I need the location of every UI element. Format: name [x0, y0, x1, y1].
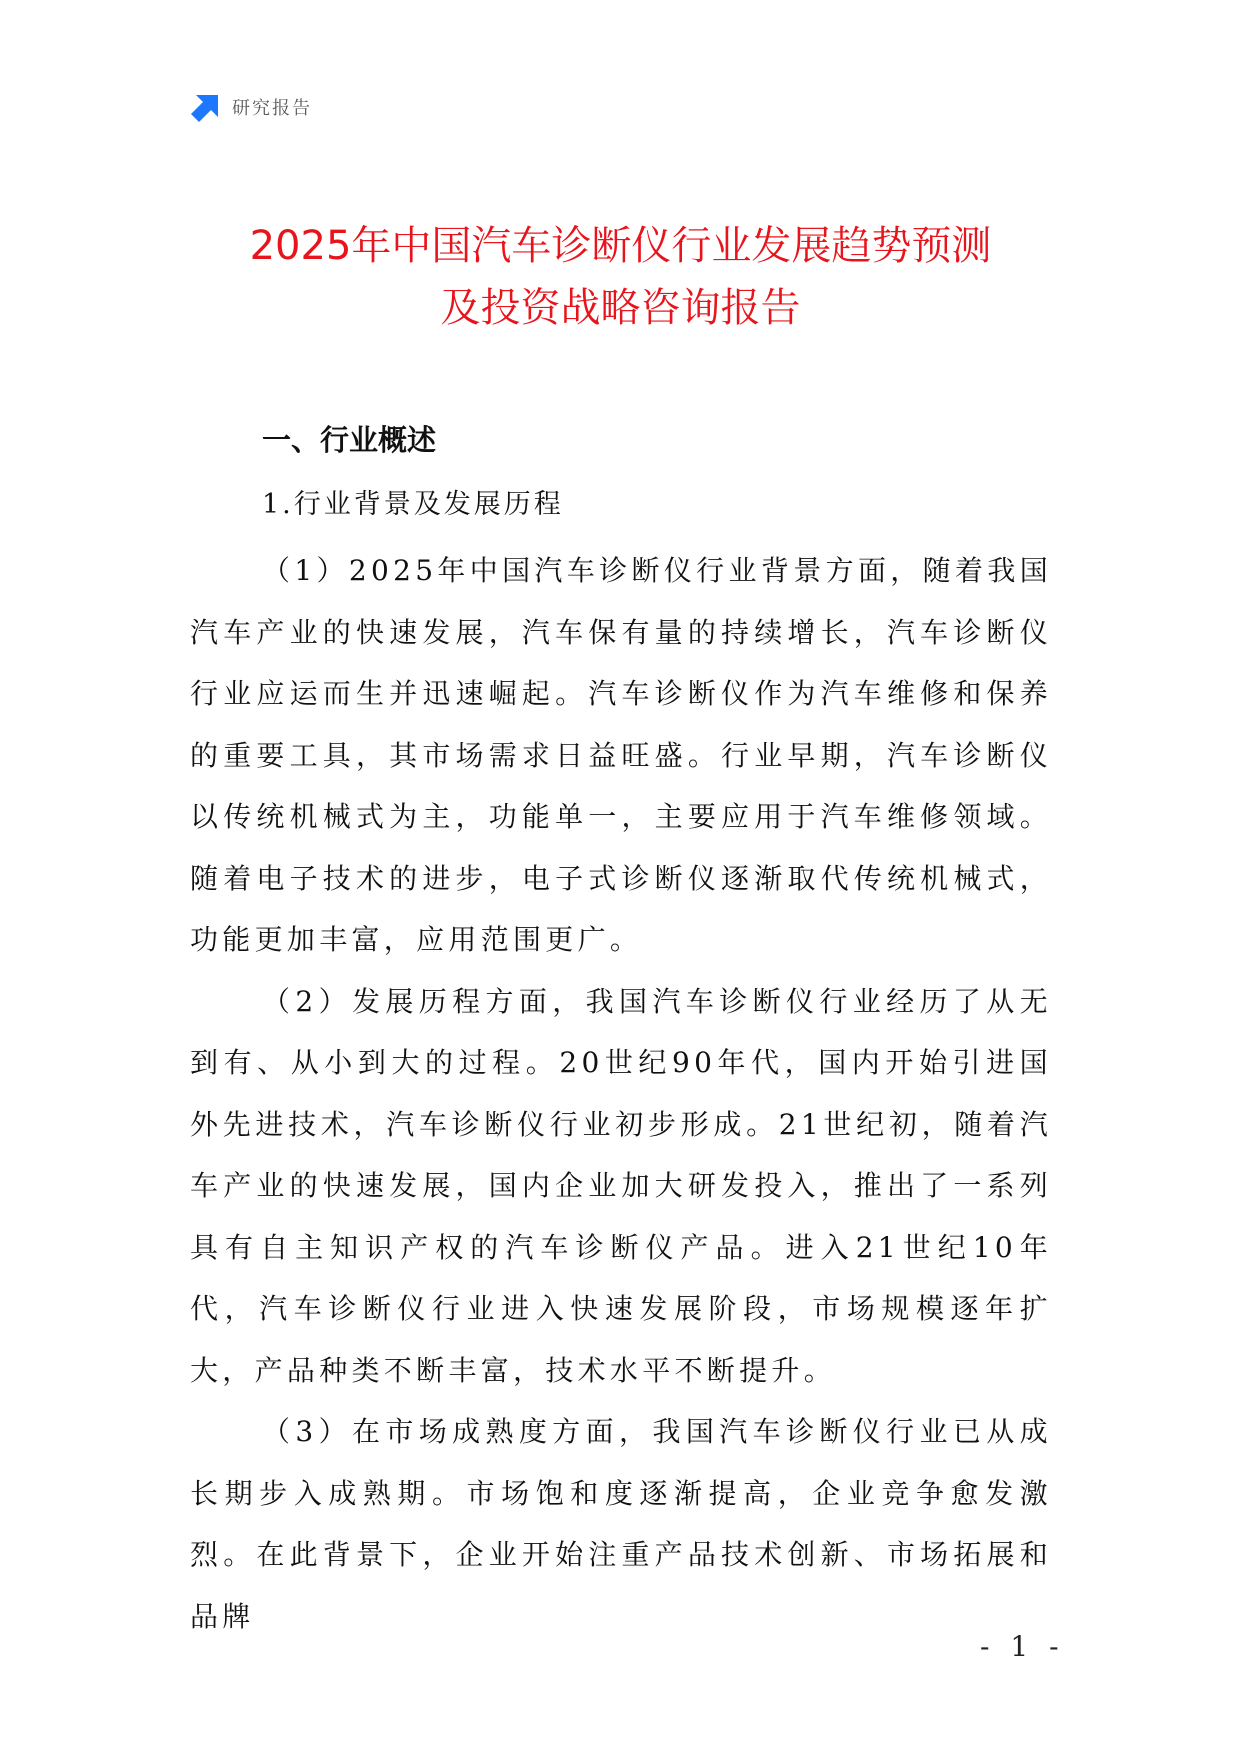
body-text [190, 540, 1052, 1647]
report-title [100, 215, 1141, 339]
report-header [190, 90, 312, 124]
page-number: - 1 - [980, 1630, 1065, 1663]
arrow-up-right-icon [190, 91, 222, 123]
section-heading: 一、行业概述 [262, 423, 437, 457]
title-line-2: 及投资战略咨询报告 [440, 285, 801, 331]
sub-heading: 1.行业背景及发展历程 [262, 489, 564, 520]
paragraph: （3）在市场成熟度方面，我国汽车诊断仪行业已从成长期步入成熟期。市场饱和度逐渐提高，企业竞争愈发激烈。在此背景下，企业开始注重产品技术创新、市场拓展和品牌 [190, 1415, 1052, 1633]
title-line-1: 2025年中国汽车诊断仪行业发展趋势预测 [249, 223, 992, 269]
header-label: 研究报告 [232, 98, 312, 119]
paragraph: （2）发展历程方面，我国汽车诊断仪行业经历了从无到有、从小到大的过程。20世纪90年代，国内开始引进国外先进技术，汽车诊断仪行业初步形成。21世纪初，随着汽车产业的快速发展，国内企业加大研发投入，推出了一系列具有自主知识产权的汽车诊断仪产品。进入21世纪10年代，汽车诊断仪行业进入快速发展阶段，市场规模逐年扩大，产品种类不断丰富，技术水平不断提升。 [190, 984, 1052, 1387]
paragraph: （1）2025年中国汽车诊断仪行业背景方面，随着我国汽车产业的快速发展，汽车保有量的持续增长，汽车诊断仪行业应运而生并迅速崛起。汽车诊断仪作为汽车维修和保养的重要工具，其市场需求日益旺盛。行业早期，汽车诊断仪以传统机械式为主，功能单一，主要应用于汽车维修领域。随着电子技术的进步，电子式诊断仪逐渐取代传统机械式，功能更加丰富，应用范围更广。 [190, 554, 1052, 956]
